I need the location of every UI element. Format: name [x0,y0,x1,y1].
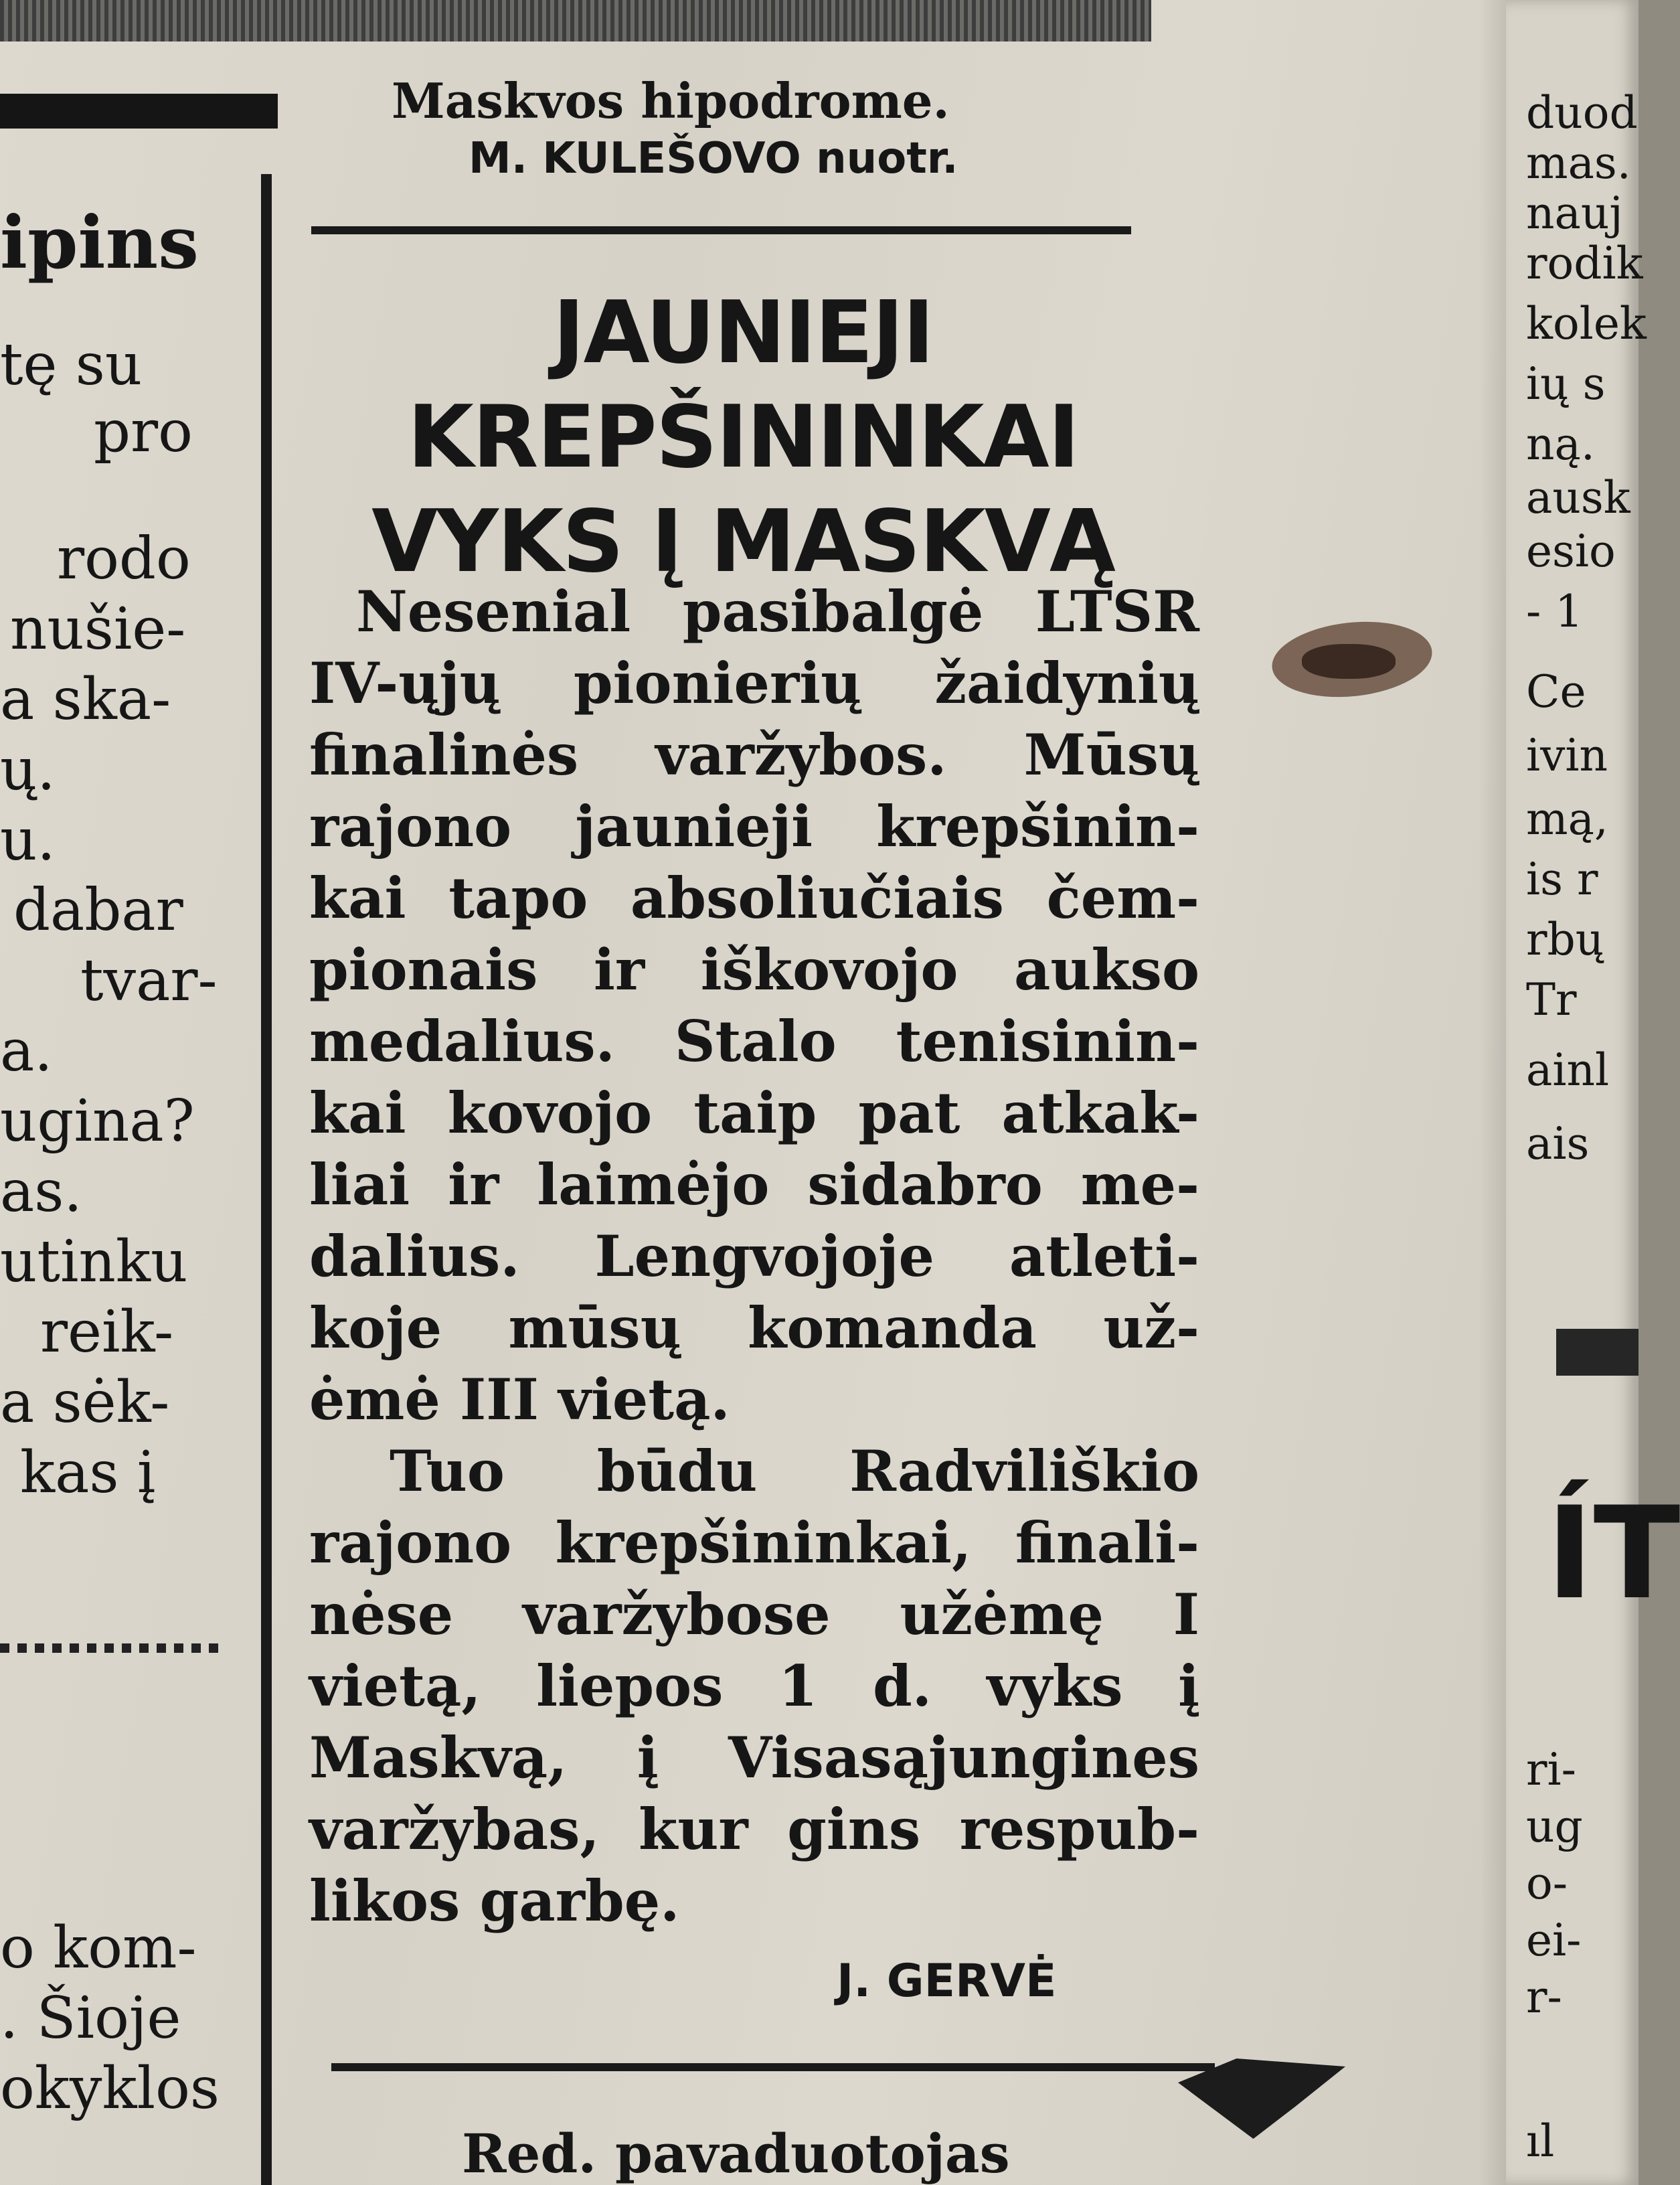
article-line: likos garbę. [309,1868,680,1934]
right-column-line: nauj [1526,187,1623,239]
left-column-line: reik- [40,1299,174,1366]
right-column-line: rodik [1526,238,1643,289]
right-column-line: ainl [1526,1044,1610,1096]
right-column-bar [1556,1329,1639,1376]
article-line: medalius. Stalo tenisinin- [309,1008,1199,1074]
article-body [309,576,1199,1937]
article-byline: J. GERVĖ [837,1955,1057,2008]
photo-credit: M. KULEŠOVO nuotr. [469,134,958,183]
left-column-line: tę su [0,331,143,398]
left-column-line: u. [0,807,56,874]
right-column-line: esio [1526,525,1616,577]
next-item-heading: Red. pavaduotojas [462,2122,1010,2185]
right-column-line: duod [1526,87,1638,139]
left-column-line: pro [94,398,193,465]
right-column-line: ri- [1526,1744,1576,1795]
right-column-line: ną. [1526,418,1595,470]
left-column-line: nušie- [10,596,186,663]
left-column-line: rodo [57,525,191,592]
article-headline [308,281,1178,594]
right-column-line: o- [1526,1858,1568,1909]
article-line: rajono krepšininkai, finali- [309,1510,1199,1576]
left-column-line: a. [0,1018,53,1084]
left-column-dotted-rule [0,1643,221,1653]
left-column-line: kas į [20,1439,156,1506]
left-column-line: as. [0,1158,82,1225]
left-column-line: dabar [13,877,183,944]
column-divider [261,174,272,2185]
right-column-line: kolek [1526,298,1647,349]
article-line: vietą, liepos 1 d. vyks į [309,1653,1199,1719]
article-line: nėse varžybose užėmę I [309,1581,1199,1647]
right-column-line: Tr [1526,974,1577,1026]
headline-line: VYKS Į MASKVĄ [371,492,1114,592]
right-column-line: mą, [1526,793,1608,845]
article-line: Nesenial pasibalgė LTSR [356,578,1199,645]
left-column-line: o kom- [0,1915,197,1981]
article-end-rule [331,2063,1215,2071]
caption-rule [311,226,1131,234]
headline-line: JAUNIEJI [552,283,934,383]
left-column-line: utinku [0,1228,188,1295]
left-column-line: tvar- [80,947,218,1014]
left-column-line: okyklos [0,2055,220,2122]
photo-caption: Maskvos hipodrome. [392,72,950,129]
article-line: kai kovojo taip pat atkak- [309,1080,1199,1146]
article-line: pionais ir iškovojo aukso [309,937,1199,1003]
article-line: dalius. Lengvojoje atleti- [309,1223,1199,1289]
right-column-line: is r [1526,854,1598,905]
article-line: rajono jaunieji krepšinin- [309,793,1199,860]
left-column-heading: ipins [0,201,199,285]
right-column-line: ug [1526,1801,1583,1852]
article-line: Maskvą, į Visasąjungines [309,1724,1199,1791]
right-column-line: - 1 [1526,586,1584,637]
article-line: ėmė III vietą. [309,1366,730,1433]
left-column-line: a sėk- [0,1369,170,1436]
left-column-bar [0,94,278,129]
right-column-line: ivin [1526,730,1608,781]
right-column-line: ei- [1526,1915,1582,1966]
article-line: finalinės varžybos. Mūsų [309,722,1199,788]
right-column-line: ių s [1526,358,1606,410]
left-column-line: a ska- [0,666,171,733]
left-column-line: ugina? [0,1088,195,1155]
paper-hole-center [1302,644,1396,679]
right-column-line: ıl [1526,2115,1555,2167]
article-line: IV-ųjų pionierių žaidynių [309,650,1199,716]
article-line: kai tapo absoliučiais čem- [309,865,1199,931]
right-column-line: ausk [1526,472,1630,523]
right-column-headline-fragment: ÍT [1546,1479,1680,1627]
headline-line: KREPŠININKAI [407,388,1079,487]
article-line: varžybas, kur gins respub- [309,1796,1199,1862]
right-column-line: rbų [1526,914,1604,965]
left-column-line: ų. [0,736,56,803]
article-line: liai ir laimėjo sidabro me- [309,1151,1199,1218]
top-photo-edge [0,0,1151,42]
right-column-line: Ce [1526,666,1586,718]
right-column-line: mas. [1526,137,1631,189]
article-line: Tuo būdu Radviliškio [390,1438,1199,1504]
right-column-line: r- [1526,1971,1562,2023]
left-column-line: . Šioje [0,1985,181,2052]
right-column-line: ais [1526,1118,1590,1169]
article-line: koje mūsų komanda už- [309,1295,1199,1361]
